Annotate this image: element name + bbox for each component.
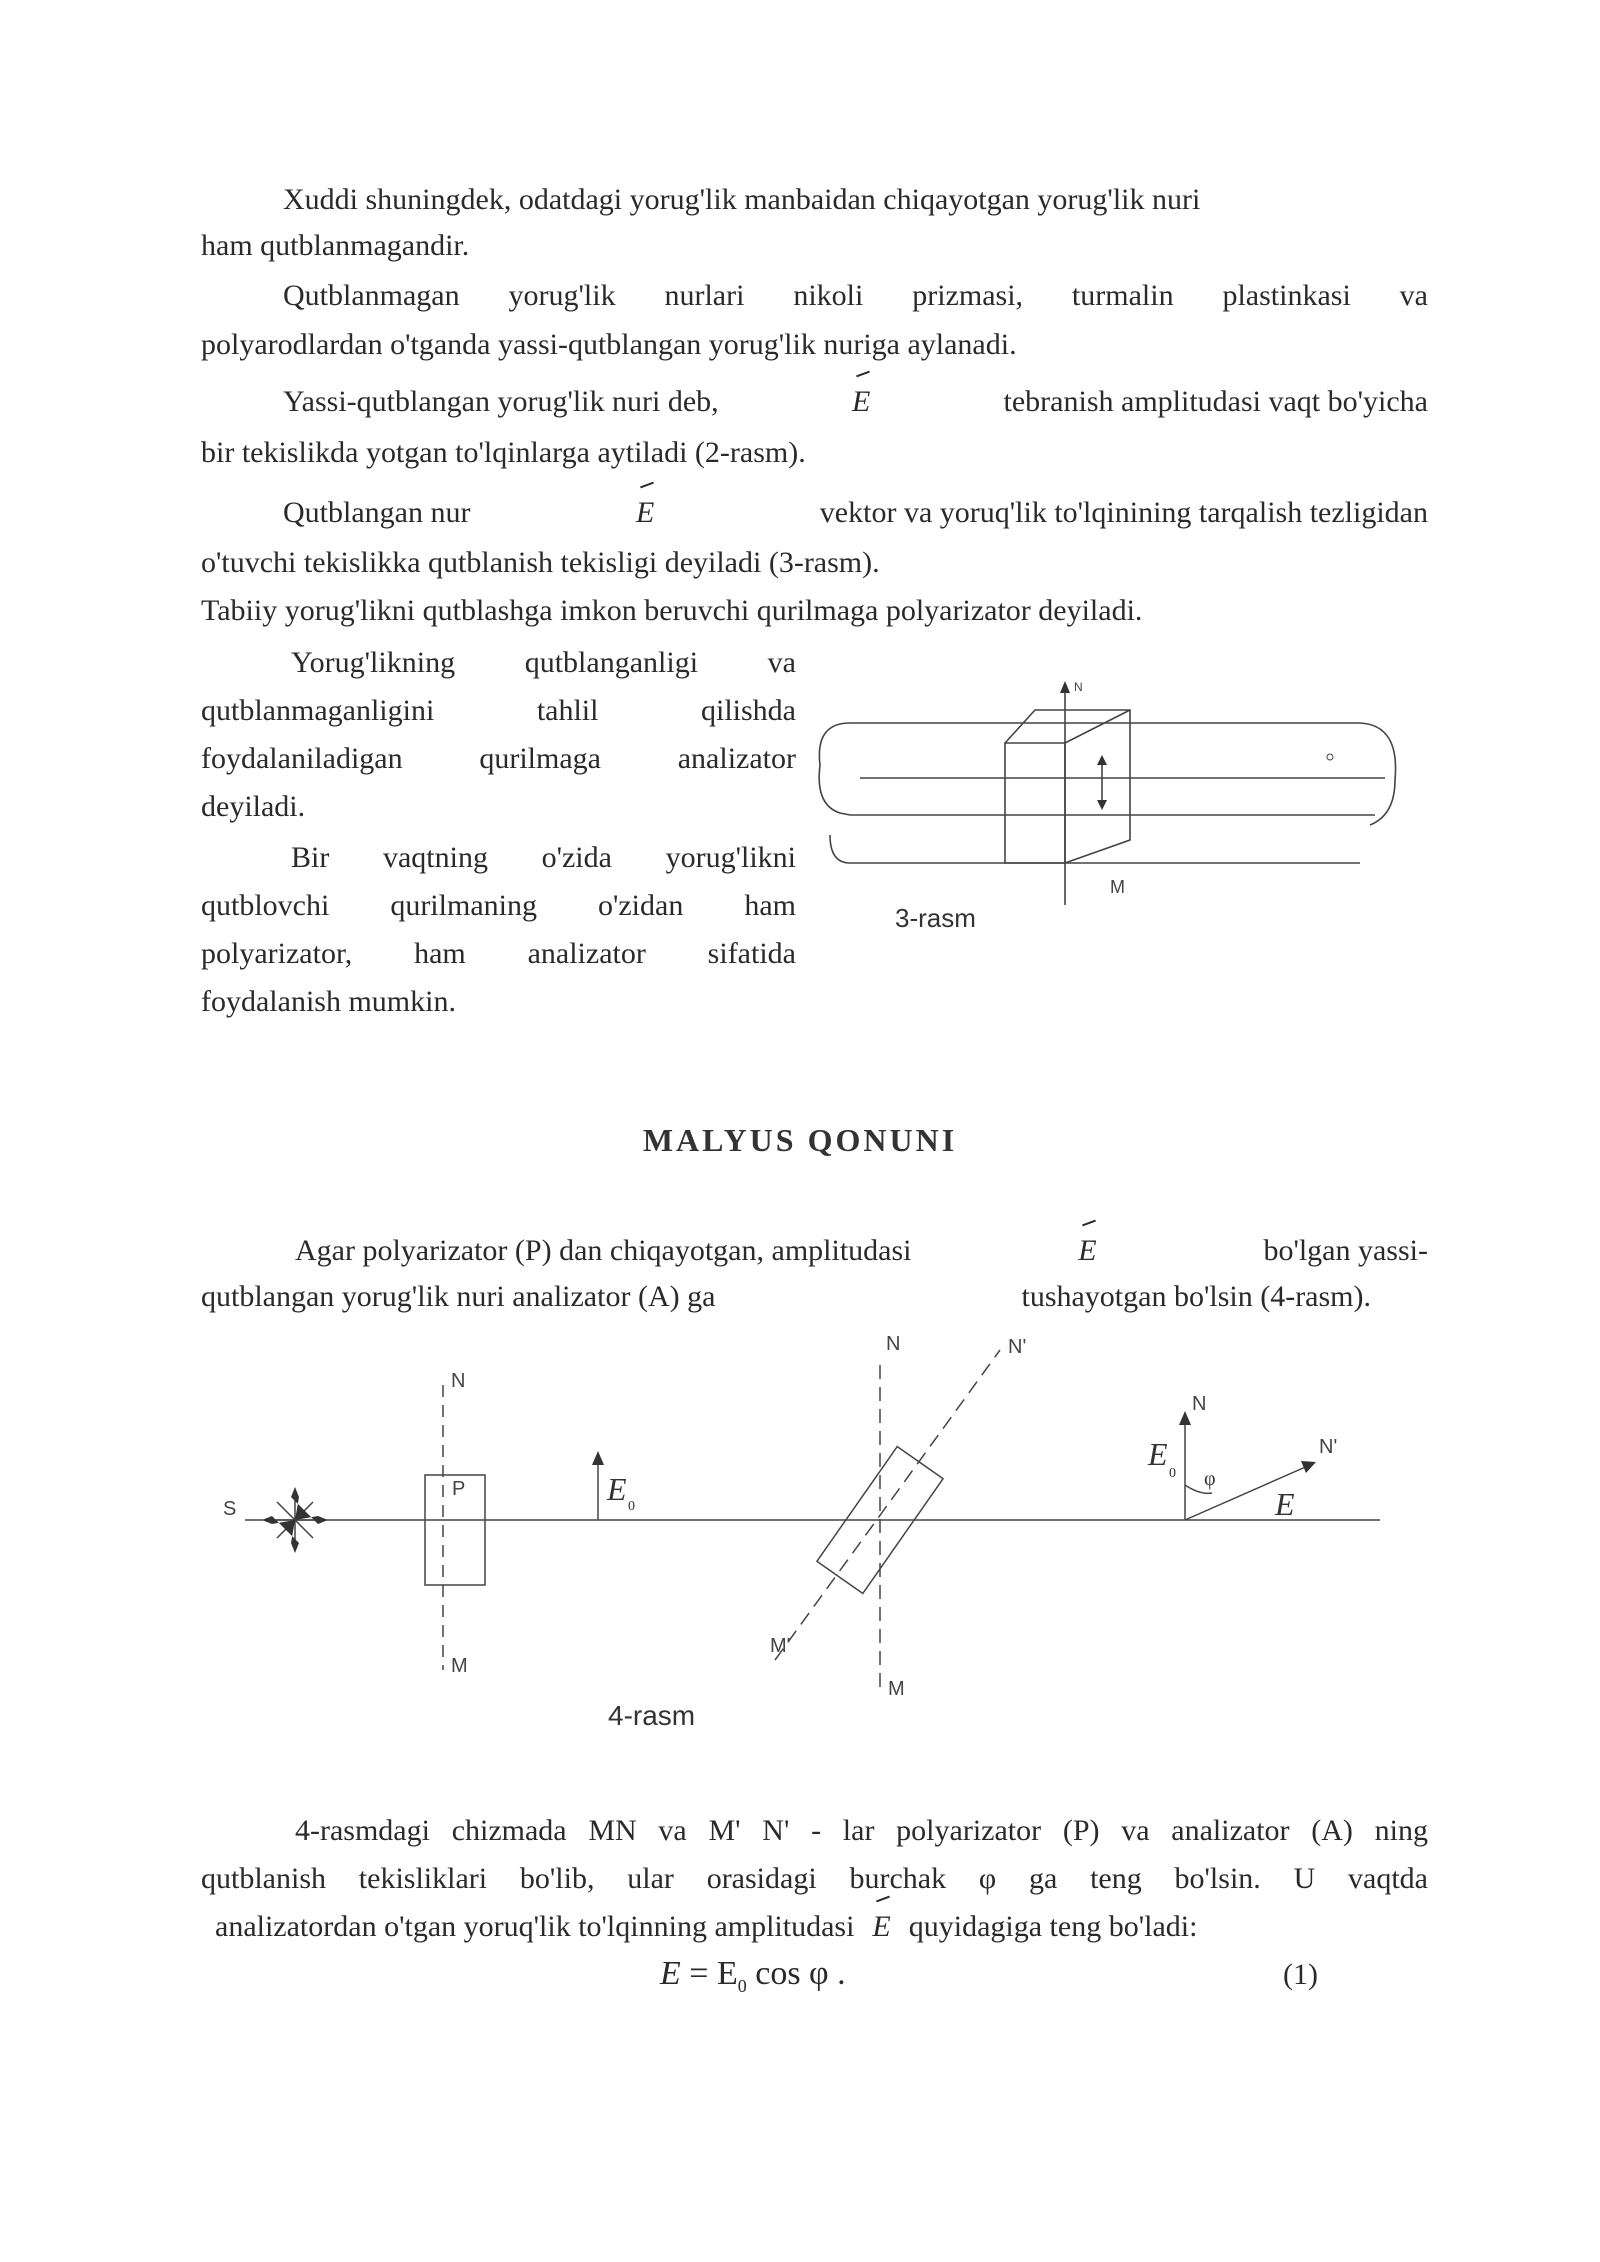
axis-arrowhead — [1060, 681, 1070, 693]
oscillation-arrow-bottom — [1097, 800, 1107, 810]
malus-equation — [660, 1955, 846, 1997]
malus-intro-line-2 — [201, 1274, 1371, 1320]
paragraph-3-line-2: bir tekislikda yotgan to'lqinlarga aytiladi (2-rasm). — [201, 436, 806, 469]
malus-intro-text-b: bo'lgan yassi- — [1263, 1234, 1428, 1267]
analyzer-mprime-nprime-axis — [775, 1350, 1000, 1660]
vector-e-symbol: E — [872, 1904, 890, 1950]
vector-e-symbol: E — [1078, 1228, 1096, 1274]
equation-subscript: 0 — [737, 1975, 747, 1996]
figure-3-label-n: N — [1074, 680, 1083, 694]
polarizer-label: P — [452, 1478, 466, 1500]
polarizer-m-label: M — [451, 1655, 468, 1677]
paragraph-6-line-2: qutblanmaganligini tahlil qilishda — [201, 694, 796, 727]
paragraph-6-line-3: foydalaniladigan qurilmaga analizator — [201, 742, 796, 775]
beam-dot — [1327, 754, 1333, 760]
source-label: S — [223, 1498, 237, 1520]
malus-intro-line-1 — [295, 1228, 1428, 1274]
explanation-line-2: qutblanish tekisliklari bo'lib, ular orasidagi burchak φ ga teng bo'lsin. U vaqtda — [201, 1862, 1428, 1895]
explanation-text-a: analizatordan o'tgan yoruq'lik to'lqinning amplitudasi — [215, 1910, 855, 1943]
oscillation-arrow-top — [1097, 755, 1107, 765]
paragraph-6-line-4: deyiladi. — [201, 790, 306, 823]
paragraph-4-line-2: o'tuvchi tekislikka qutblanish tekisligi deyiladi (3-rasm). — [201, 546, 880, 579]
analyzer-n-label: N — [886, 1333, 901, 1355]
figure-3-label-m: M — [1110, 877, 1125, 897]
malus-intro-text-c: qutblangan yorug'lik nuri analizator (A) ga — [201, 1280, 716, 1313]
paragraph-7-line-4: foydalanish mumkin. — [201, 985, 456, 1018]
explanation-line-1: 4-rasmdagi chizmada MN va M' N' - lar polyarizator (P) va analizator (A) ning — [295, 1814, 1428, 1847]
vector-e-label: E — [1275, 1486, 1295, 1522]
equation-lhs: E — [660, 1955, 681, 1992]
paragraph-2-line-1: Qutblanmagan yorug'lik nurlari nikoli prizmasi, turmalin plastinkasi va — [283, 279, 1428, 312]
analyzer-mprime-label: M' — [770, 1635, 791, 1657]
e-vector-arrowhead — [1301, 1461, 1316, 1473]
malus-intro-text-a: Agar polyarizator (P) dan chiqayotgan, amplitudasi — [295, 1234, 912, 1267]
paragraph-1-line-2: ham qutblanmagandir. — [201, 229, 470, 262]
paragraph-2-line-2: polyarodlardan o'tganda yassi-qutblangan yorug'lik nuriga aylanadi. — [201, 328, 1017, 361]
paragraph-4-line-1 — [283, 490, 1428, 536]
phi-label: φ — [1204, 1468, 1216, 1490]
malus-intro-text-d: tushayotgan bo'lsin (4-rasm). — [1021, 1280, 1371, 1313]
e0-label: E — [607, 1471, 627, 1507]
equation-cos: cos φ . — [755, 1955, 846, 1992]
equation-number: (1) — [1283, 1958, 1318, 1991]
vector-e-symbol: E — [636, 490, 654, 536]
figure-3-diagram — [810, 665, 1410, 955]
paragraph-7-line-1: Bir vaqtning o'zida yorug'likni — [291, 841, 796, 874]
plate-side — [1005, 710, 1130, 863]
e0-subscript: 0 — [628, 1499, 635, 1514]
paragraph-5: Tabiiy yorug'likni qutblashga imkon beruvchi qurilmaga polyarizator deyiladi. — [201, 594, 1143, 627]
paragraph-1-line-1: Xuddi shuningdek, odatdagi yorug'lik manbaidan chiqayotgan yorug'lik nuri — [283, 183, 1201, 216]
section-title: MALYUS QONUNI — [642, 1122, 958, 1158]
paragraph-4-text-a: Qutblangan nur — [283, 496, 471, 529]
explanation-line-3 — [215, 1904, 1428, 1950]
vector-n-label: N — [1192, 1393, 1207, 1415]
vector-e0-label: E — [1148, 1436, 1168, 1472]
vector-e-symbol: E — [852, 379, 870, 425]
paragraph-3-text-b: tebranish amplitudasi vaqt bo'yicha — [1003, 385, 1428, 418]
explanation-text-b: quyidagiga teng bo'ladi: — [908, 1910, 1198, 1943]
figure-3-caption: 3-rasm — [895, 903, 976, 933]
beam-right-cap — [1360, 723, 1396, 825]
equation-rhs: = E — [689, 1955, 738, 1992]
e0-arrowhead — [592, 1451, 604, 1465]
source-arrowheads — [262, 1487, 328, 1553]
analyzer-m-label: M — [888, 1678, 905, 1700]
figure-4-caption: 4-rasm — [608, 1700, 696, 1731]
e0-component-arrowhead — [1179, 1411, 1191, 1425]
paragraph-3-line-1 — [283, 379, 1428, 425]
vector-nprime-label: N' — [1319, 1436, 1338, 1458]
polarizer-n-label: N — [451, 1370, 466, 1392]
paragraph-4-text-b: vektor va yoruq'lik to'lqinining tarqalish tezligidan — [819, 496, 1428, 529]
paragraph-7-line-2: qutblovchi qurilmaning o'zidan ham — [201, 889, 796, 922]
plate-front — [1005, 743, 1065, 863]
beam-left-cap — [819, 723, 850, 863]
analyzer-nprime-label: N' — [1008, 1336, 1027, 1358]
paragraph-6-line-1: Yorug'likning qutblanganligi va — [291, 646, 796, 679]
figure-4-diagram — [215, 1325, 1395, 1745]
vector-e0-subscript: 0 — [1169, 1466, 1176, 1481]
paragraph-3-text-a: Yassi-qutblangan yorug'lik nuri deb, — [283, 385, 719, 418]
paragraph-7-line-3: polyarizator, ham analizator sifatida — [201, 937, 796, 970]
